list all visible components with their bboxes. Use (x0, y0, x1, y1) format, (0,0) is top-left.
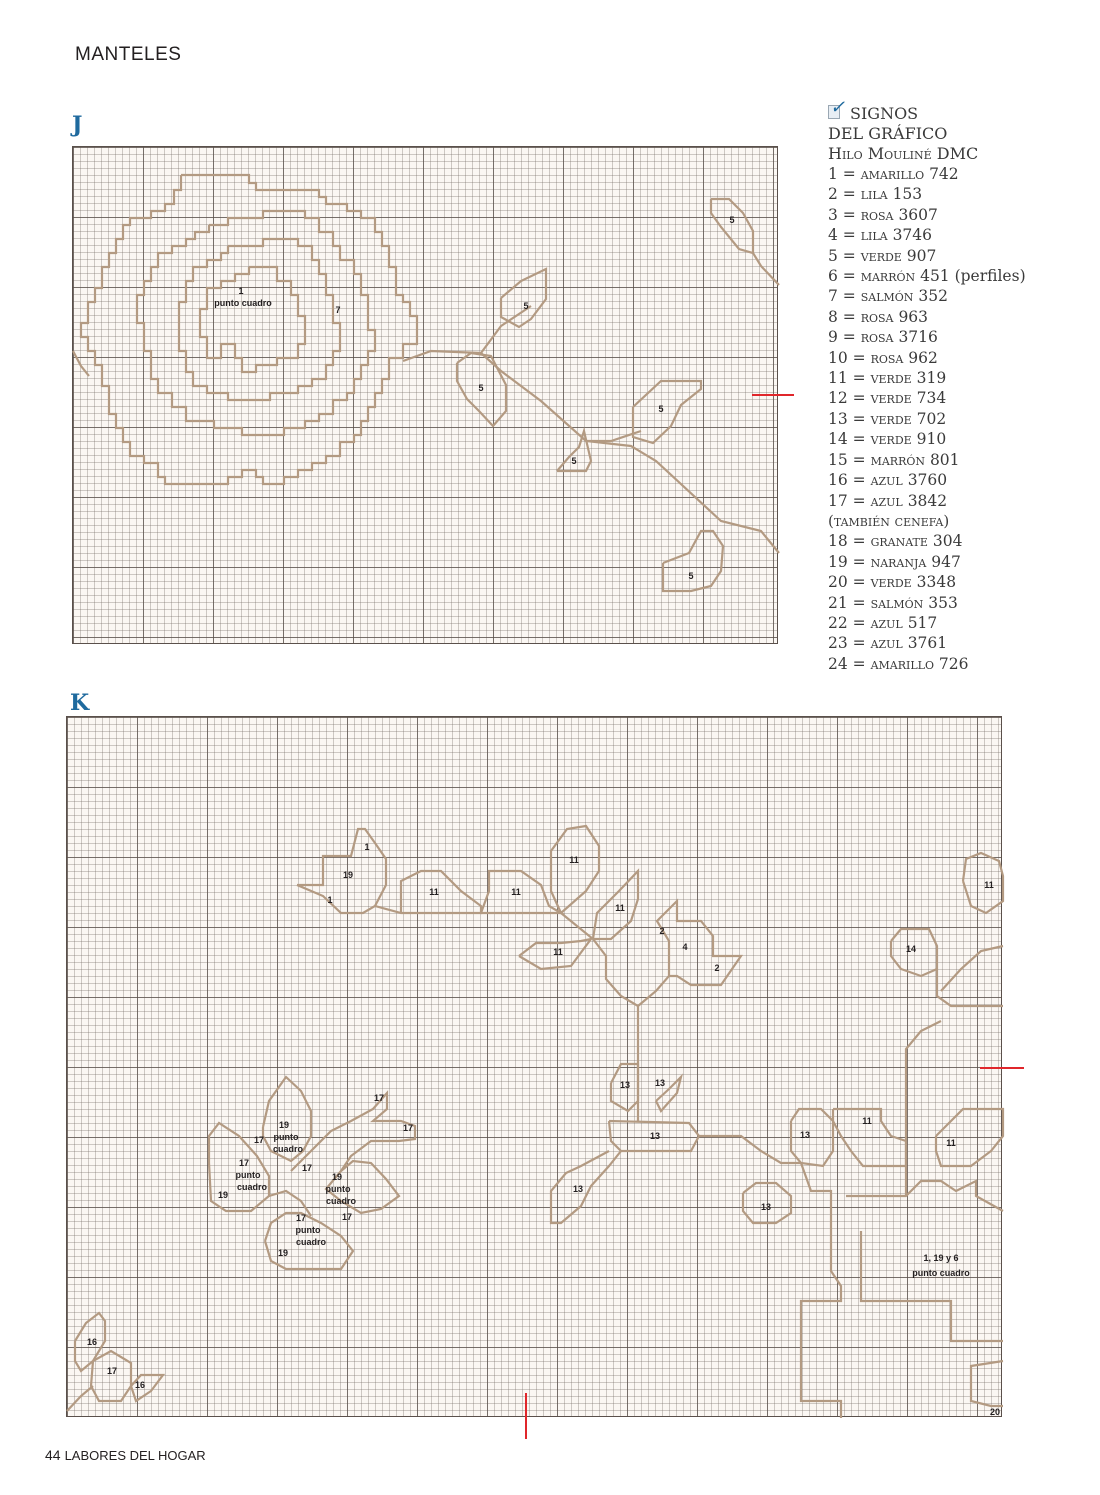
legend-item-color: azul (870, 471, 903, 490)
pattern-outline (403, 351, 779, 553)
legend-item-color: verde (870, 573, 912, 592)
legend-item-color: salmón (860, 287, 914, 306)
chart-k-grid (66, 716, 1002, 1417)
pattern-symbol-label: 5 (478, 383, 484, 393)
pattern-outline (291, 1093, 415, 1171)
pattern-outline (906, 1021, 941, 1196)
legend-item-color: granate (870, 532, 928, 551)
legend-title-line1: SIGNOS (850, 104, 919, 123)
legend-item-number: 6 (828, 267, 838, 286)
legend-item-color: lila (860, 185, 888, 204)
pattern-symbol-label: punto (295, 1225, 321, 1235)
pattern-symbol-label: cuadro (236, 1182, 268, 1192)
chart-j-pattern (73, 147, 779, 645)
pattern-symbol-label: 13 (572, 1184, 584, 1194)
center-marker (752, 394, 794, 396)
pattern-outline (699, 1136, 841, 1418)
pattern-outline (481, 871, 561, 913)
legend-item-code: 3607 (898, 205, 938, 224)
pattern-symbol-label: 1 (238, 286, 244, 296)
pattern-outline (200, 267, 305, 372)
legend-item: 4 = lila 3746 (828, 226, 933, 245)
pattern-outline (91, 1351, 131, 1401)
pattern-symbol-label: 16 (134, 1380, 146, 1390)
pattern-outline (663, 531, 723, 591)
pattern-outline (67, 1386, 93, 1411)
legend-item-code: 352 (918, 287, 948, 306)
pattern-symbol-label: 17 (238, 1158, 250, 1168)
legend-item: 23 = azul 3761 (828, 634, 948, 653)
legend-item: 13 = verde 702 (828, 409, 947, 428)
pattern-symbol-label: 5 (688, 571, 694, 581)
legend-item-code: (también cenefa) (828, 511, 950, 530)
legend-item-number: 8 (828, 307, 838, 326)
legend-item-color: azul (870, 491, 903, 510)
pattern-outline (501, 269, 546, 327)
pattern-symbol-label: 19 (278, 1120, 290, 1130)
legend-item-number: 9 (828, 328, 838, 347)
legend-item-number: 3 (828, 205, 838, 224)
chart-j-grid (72, 146, 778, 644)
pattern-outline (179, 239, 340, 400)
pattern-symbol-label: 5 (523, 301, 529, 311)
legend-title (828, 97, 1026, 124)
legend-item-color: naranja (870, 552, 927, 571)
pattern-outline (711, 199, 753, 253)
pattern-symbol-label: 17 (253, 1135, 265, 1145)
section-title: MANTELES (75, 44, 182, 65)
legend-item-number: 20 (828, 573, 848, 592)
legend-item: 3 = rosa 3607 (828, 205, 938, 224)
pattern-symbol-label: 2 (659, 926, 665, 936)
pattern-symbol-label: 13 (619, 1080, 631, 1090)
center-marker (525, 1393, 527, 1439)
pattern-outline (481, 306, 531, 353)
pattern-outline (81, 175, 417, 484)
legend-item: 10 = rosa 962 (828, 348, 938, 367)
legend-subtitle: Hilo Mouliné DMC (828, 144, 979, 163)
pattern-symbol-label: 7 (335, 305, 341, 315)
pattern-outline (941, 946, 1003, 991)
legend-item-code: 3842 (907, 491, 948, 510)
pattern-symbol-label: 17 (295, 1213, 307, 1223)
legend-item: 7 = salmón 352 (828, 287, 948, 306)
pattern-symbol-label: 1, 19 y 6 (923, 1253, 959, 1263)
legend-item-code: 3746 (892, 226, 933, 245)
legend-item: 17 = azul 3842 (828, 491, 948, 510)
legend-item: 9 = rosa 3716 (828, 328, 938, 347)
pattern-symbol-label: 17 (106, 1366, 118, 1376)
pattern-outline (963, 853, 1003, 913)
legend-item-number: 10 (828, 348, 848, 367)
pattern-symbol-label: 13 (654, 1078, 666, 1088)
legend-item: 5 = verde 907 (828, 246, 937, 265)
pattern-outline (375, 871, 481, 913)
legend-item-code: 963 (898, 307, 929, 326)
legend-item-code: 726 (938, 654, 969, 673)
legend-item-code: 451 (perfiles) (920, 267, 1026, 286)
legend-item-color: verde (870, 409, 912, 428)
chart-k-label: K (70, 690, 90, 716)
legend-item-number: 22 (828, 613, 848, 632)
legend-item-number: 15 (828, 450, 848, 469)
legend-item (828, 511, 1026, 531)
legend-item: 15 = marrón 801 (828, 450, 960, 469)
legend-item: 21 = salmón 353 (828, 593, 958, 612)
legend-item-code: 734 (916, 389, 947, 408)
legend-item-code: 3760 (907, 471, 948, 490)
legend-item-number: 11 (828, 369, 848, 388)
legend-item-code: 3348 (916, 573, 957, 592)
legend-item-color: marrón (860, 267, 916, 286)
legend-item: 6 = marrón 451 (perfiles) (828, 267, 1026, 286)
legend-item-color: amarillo (860, 165, 925, 183)
legend-item-code: 304 (932, 532, 963, 551)
legend-item-color: salmón (870, 593, 924, 612)
pattern-symbol-label: 13 (649, 1131, 661, 1141)
legend-item-number: 16 (828, 471, 848, 490)
pattern-symbol-label: cuadro (325, 1196, 357, 1206)
pattern-symbol-label: punto (273, 1132, 299, 1142)
pattern-symbol-label: 20 (989, 1407, 1001, 1417)
legend-item-code: 353 (928, 593, 958, 612)
legend-item-code: 947 (931, 552, 961, 571)
pattern-outline (638, 901, 741, 1006)
pattern-outline (633, 381, 701, 443)
legend-item-number: 2 (828, 185, 838, 204)
legend-item-number: 5 (828, 246, 838, 265)
pattern-symbol-label: 19 (277, 1248, 289, 1258)
legend-item-color: verde (870, 369, 912, 388)
legend-item-color: marrón (870, 450, 925, 469)
pattern-symbol-label: 11 (615, 903, 625, 913)
pattern-symbol-label: 17 (301, 1163, 313, 1173)
pattern-outline (297, 829, 386, 913)
legend-item-color: rosa (860, 328, 894, 347)
pattern-symbol-label: 2 (714, 963, 720, 973)
pattern-symbol-label: 11 (946, 1138, 956, 1148)
pattern-symbol-label: 11 (553, 947, 563, 957)
legend-item-code: 3761 (907, 634, 948, 653)
legend-items (828, 164, 1026, 674)
pattern-symbol-label: punto cuadro (214, 298, 272, 308)
legend-item: 2 = lila 153 (828, 185, 923, 204)
legend-item-code: 907 (906, 246, 937, 265)
pattern-outline (937, 969, 1003, 1006)
pattern-symbol-label: 19 (217, 1190, 229, 1200)
legend-item-color: azul (870, 634, 903, 653)
pattern-symbol-label: 11 (569, 855, 579, 865)
legend-item: 11 = verde 319 (828, 369, 947, 388)
legend-item-number: 24 (828, 654, 848, 673)
pattern-symbol-label: 5 (658, 404, 664, 414)
legend-item-number: 23 (828, 634, 848, 653)
pattern-symbol-label: 5 (571, 456, 577, 466)
pattern-symbol-label: cuadro (295, 1237, 327, 1247)
legend-item-code: 3716 (898, 328, 938, 347)
pattern-outline (73, 351, 89, 376)
pattern-symbol-label: 17 (373, 1093, 385, 1103)
legend-item-color: verde (870, 389, 912, 408)
legend-item: 14 = verde 910 (828, 430, 947, 449)
legend-item-number: 7 (828, 287, 838, 306)
pattern-outline (551, 1151, 621, 1223)
legend-title-line2: DEL GRÁFICO (828, 124, 948, 143)
legend-item-color: verde (860, 246, 902, 265)
legend-item-color: azul (870, 613, 903, 632)
pattern-symbol-label: punto cuadro (912, 1268, 970, 1278)
legend-item-color: rosa (870, 348, 904, 367)
legend-item-number: 19 (828, 552, 848, 571)
legend-item-number: 18 (828, 532, 848, 551)
legend-item-number: 21 (828, 593, 848, 612)
pattern-symbol-label: 4 (682, 942, 688, 952)
legend-item-number: 4 (828, 226, 838, 245)
pattern-symbol-label: 11 (984, 880, 994, 890)
checkbox-check-icon: ✓ (830, 97, 846, 118)
legend-item: 1 = amarillo 742 (828, 165, 959, 183)
legend-item-code: 910 (916, 430, 947, 449)
pattern-outline (551, 826, 599, 913)
legend-item-number: 12 (828, 389, 848, 408)
legend-item-color: rosa (860, 307, 894, 326)
legend-item-number: 14 (828, 430, 848, 449)
legend (828, 97, 1026, 674)
pattern-symbol-label: 1 (364, 842, 370, 852)
legend-item-code: 742 (929, 165, 959, 183)
pattern-outline (791, 1109, 833, 1166)
page-footer (45, 1447, 206, 1463)
legend-item-number: 17 (828, 491, 848, 510)
pattern-symbol-label: 13 (799, 1130, 811, 1140)
pattern-symbol-label: 1 (327, 895, 333, 905)
legend-item: 18 = granate 304 (828, 532, 963, 551)
legend-item: 20 = verde 3348 (828, 573, 957, 592)
pattern-symbol-label: cuadro (272, 1144, 304, 1154)
chart-j-label: J (72, 112, 83, 138)
legend-item: 24 = amarillo 726 (828, 654, 969, 673)
pattern-symbol-label: 14 (905, 944, 917, 954)
page-number: 44 (45, 1447, 61, 1463)
legend-item-color: verde (870, 430, 912, 449)
pattern-symbol-label: 11 (862, 1116, 872, 1126)
pattern-symbol-label: punto (235, 1170, 261, 1180)
legend-item-number: 1 (828, 165, 838, 183)
legend-item-code: 517 (907, 613, 938, 632)
pattern-symbol-label: 11 (511, 887, 521, 897)
legend-item-code: 153 (892, 185, 923, 204)
pattern-outline (861, 1231, 1003, 1341)
pattern-symbol-label: 17 (402, 1123, 414, 1133)
pattern-symbol-label: punto (325, 1184, 351, 1194)
legend-item: 8 = rosa 963 (828, 307, 929, 326)
pattern-symbol-label: 11 (429, 887, 439, 897)
pattern-outline (753, 253, 779, 285)
legend-item-code: 319 (916, 369, 947, 388)
pattern-outline (971, 1361, 1003, 1406)
chart-k-pattern (67, 717, 1003, 1418)
legend-item: 12 = verde 734 (828, 389, 947, 408)
legend-item: 19 = naranja 947 (828, 552, 961, 571)
magazine-name: LABORES DEL HOGAR (64, 1448, 206, 1463)
legend-item-code: 801 (929, 450, 960, 469)
pattern-symbol-label: 17 (341, 1212, 353, 1222)
pattern-symbol-label: 19 (342, 870, 354, 880)
center-marker (980, 1067, 1024, 1069)
legend-item-color: lila (860, 226, 888, 245)
legend-item-color: amarillo (870, 654, 934, 673)
legend-item: 16 = azul 3760 (828, 471, 948, 490)
legend-item-number: 13 (828, 409, 848, 428)
pattern-symbol-label: 13 (760, 1202, 772, 1212)
pattern-symbol-label: 19 (331, 1172, 343, 1182)
pattern-symbol-label: 5 (729, 215, 735, 225)
legend-item-color: rosa (860, 205, 894, 224)
legend-item-code: 962 (908, 348, 938, 367)
pattern-outline (846, 1181, 1003, 1211)
legend-item: 22 = azul 517 (828, 613, 938, 632)
pattern-symbol-label: 16 (86, 1337, 98, 1347)
legend-item-code: 702 (916, 409, 947, 428)
